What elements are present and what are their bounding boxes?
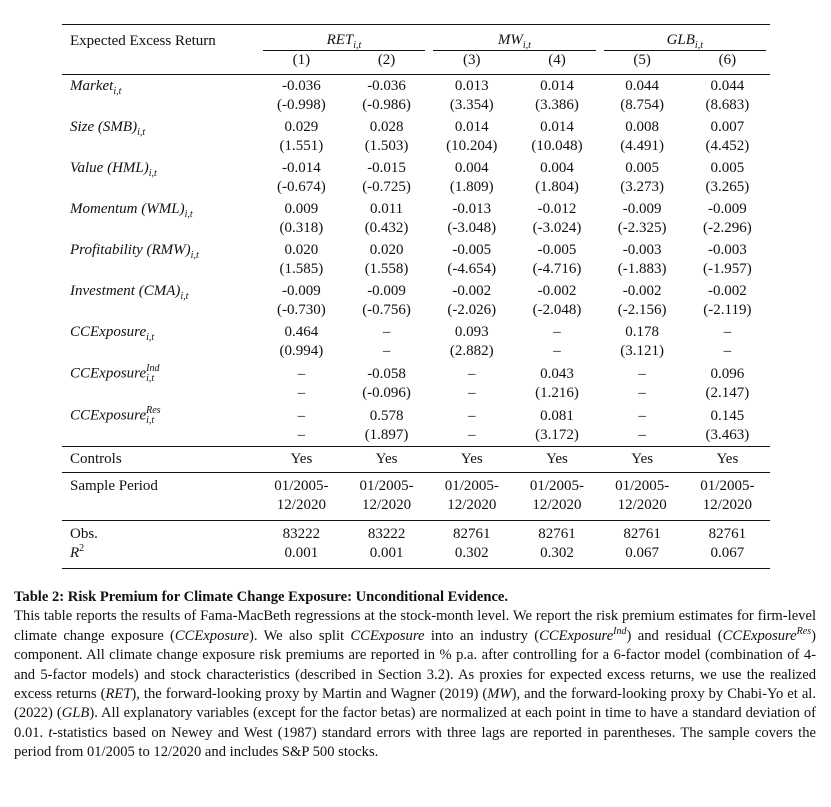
variable-label: CCExposure Ind i,t	[70, 363, 160, 384]
variable-subscript: i,t	[137, 127, 146, 138]
coefficient-value: 0.093	[454, 324, 489, 340]
coefficient-value: -0.014	[281, 160, 321, 176]
sample-period-end: 12/2020	[617, 497, 667, 513]
summary-rows	[62, 447, 770, 569]
coefficient-value: –	[723, 324, 732, 340]
tstat-value: (1.585)	[279, 261, 324, 277]
coefficient-value: 0.178	[625, 324, 660, 340]
column-number: (6)	[718, 52, 737, 68]
variable-label: Profitability $(RMW)_{i,t}$	[70, 242, 199, 261]
coefficient-row	[62, 75, 770, 97]
coefficient-value: –	[468, 365, 476, 382]
tstat-value: (2.882)	[449, 343, 494, 359]
coefficient-value: 0.464	[284, 324, 319, 340]
column-number: (5)	[633, 52, 651, 68]
sample-period-end: 12/2020	[276, 497, 326, 513]
coefficient-value: -0.002	[708, 283, 747, 299]
variable-superscript: Ind	[146, 363, 160, 374]
variable-label: Market$_{i,t}$	[70, 78, 122, 97]
variable-subscript: i,t	[180, 291, 189, 302]
blank-cell	[62, 51, 259, 75]
tstat-value: (3.273)	[620, 179, 665, 195]
tstat-row	[62, 96, 770, 116]
variable-label: Investment $(CMA)_{i,t}$	[70, 283, 189, 302]
tstat-value: –	[468, 427, 476, 443]
coefficient-value: –	[297, 407, 306, 424]
tstat-value: (4.452)	[705, 138, 750, 154]
coefficient-value: -0.003	[708, 242, 747, 258]
tstat-value: –	[297, 427, 306, 443]
table-caption	[14, 588, 816, 763]
coefficient-value: 0.011	[369, 201, 404, 217]
tstat-value: (-3.048)	[447, 220, 497, 236]
coefficient-value: 0.008	[625, 119, 660, 135]
coefficient-value: -0.005	[452, 242, 492, 258]
coefficient-value: -0.036	[367, 78, 406, 94]
controls-value: Yes	[290, 451, 313, 467]
coefficient-value: 0.081	[540, 407, 574, 424]
coefficient-value: –	[297, 365, 306, 382]
tstat-value: (0.432)	[364, 220, 409, 236]
coefficient-value: -0.009	[281, 283, 321, 299]
blank-cell	[62, 384, 259, 404]
obs-value: 83222	[367, 526, 406, 542]
obs-value: 82761	[708, 526, 747, 542]
coefficient-row	[62, 362, 770, 384]
coefficient-value: -0.058	[367, 365, 406, 382]
blank-cell	[62, 96, 259, 116]
blank-cell	[62, 137, 259, 157]
tstat-row	[62, 137, 770, 157]
tstat-row	[62, 301, 770, 321]
r2-value: 0.067	[710, 545, 745, 561]
tstat-row	[62, 384, 770, 404]
tstat-value: –	[297, 385, 306, 401]
tstat-value: (-0.096)	[362, 385, 411, 401]
tstat-value: (-3.024)	[532, 220, 582, 236]
obs-row	[62, 521, 770, 545]
variable-label: CCExposure$_{i,t}$	[70, 324, 155, 343]
row-label-header: Expected Excess Return	[70, 32, 216, 49]
tstat-value: –	[638, 385, 646, 401]
sample-period-end: 12/2020	[532, 497, 582, 513]
variable-label: Size $(SMB)_{i,t}$	[70, 119, 146, 138]
coefficient-value: 0.005	[710, 160, 745, 176]
coefficient-value: 0.029	[284, 119, 319, 135]
controls-label: Controls	[70, 451, 122, 467]
coefficient-value: -0.012	[537, 201, 577, 217]
tstat-value: (3.121)	[620, 343, 665, 359]
coefficient-value: -0.013	[452, 201, 492, 217]
coefficient-row	[62, 116, 770, 137]
coefficient-value: 0.013	[454, 78, 489, 94]
sample-period-start: 01/2005-	[700, 478, 755, 494]
r2-label: $R^2$	[70, 543, 85, 561]
coefficient-value: -0.005	[537, 242, 577, 258]
tstat-value: (-0.998)	[276, 97, 326, 113]
tstat-value: (0.994)	[279, 343, 324, 359]
column-number: (4)	[548, 52, 566, 68]
variable-superscript: Res	[146, 405, 161, 416]
group-header-row	[62, 25, 770, 52]
caption-text: This table reports the results of Fama-MacBeth regressions at the stock-month level. We report the risk premium estimates for firm-level climate change exposure (CCExposure). We also split CCExposure into an industry (CCExposure$^{Ind}$) and residual (CCExposure$^{Res}$) component. All climate change exposure risk premiums are reported in % p.a. after controlling for a 6-factor model (combination of 4- and 5-factor models) and stock characteristics (described in Section 3.2). As proxies for expected excess returns, we use the realized excess returns (RET), the forward-looking proxy by Martin and Wagner (2019) (MW), and the forward-looking proxy by Chabi-Yo et al. (2022) (GLB). All explanatory variables (except for the factor betas) are normalized at each point in time to have a standard deviation of 0.01. t-statistics based on Newey and West (1987) standard errors with three lags are reported in parentheses. The sample covers the period from 01/2005 to 12/2020 and includes S&P 500 stocks.	[14, 608, 816, 761]
regression-table	[62, 24, 770, 569]
tstat-value: –	[553, 343, 561, 359]
coefficient-row	[62, 280, 770, 301]
coefficient-value: -0.009	[367, 283, 406, 299]
r2-value: 0.067	[625, 545, 660, 561]
obs-value: 82761	[453, 526, 491, 542]
obs-value: 83222	[282, 526, 321, 542]
sample-period-start: 01/2005-	[359, 478, 414, 494]
r2-value: 0.001	[284, 545, 319, 561]
coefficient-value: 0.028	[369, 119, 404, 135]
coefficient-row	[62, 321, 770, 342]
sample-period-start: 01/2005-	[444, 478, 499, 494]
tstat-value: (4.491)	[620, 138, 665, 154]
controls-value: Yes	[546, 451, 568, 467]
tstat-value: (3.265)	[705, 179, 750, 195]
coefficient-value: 0.009	[284, 201, 319, 217]
coefficient-value: -0.009	[622, 201, 662, 217]
controls-value: Yes	[716, 451, 739, 467]
variable-subscript: i,t	[113, 86, 122, 97]
coefficient-row	[62, 239, 770, 260]
coefficient-value: –	[382, 324, 391, 340]
coefficient-value: 0.020	[284, 242, 319, 258]
blank-cell	[62, 178, 259, 198]
coefficient-value: -0.009	[708, 201, 747, 217]
sample-period-start: 01/2005-	[529, 478, 585, 494]
tstat-value: (1.216)	[535, 385, 579, 401]
controls-row	[62, 447, 770, 473]
coefficient-value: 0.005	[625, 160, 660, 176]
r2-row	[62, 544, 770, 569]
coefficient-value: 0.578	[369, 407, 404, 424]
coefficient-row	[62, 198, 770, 219]
tstat-value: (2.147)	[705, 385, 750, 401]
tstat-value: (-0.756)	[362, 302, 411, 318]
tstat-row	[62, 260, 770, 280]
tstat-value: (3.386)	[535, 97, 579, 113]
coefficient-value: -0.002	[622, 283, 662, 299]
coefficient-value: 0.044	[710, 78, 745, 94]
column-number: (1)	[292, 52, 311, 68]
tstat-row	[62, 342, 770, 362]
blank-cell	[62, 342, 259, 362]
coefficient-row	[62, 157, 770, 178]
tstat-value: (-1.883)	[617, 261, 667, 277]
sample-period-end: 12/2020	[447, 497, 497, 513]
coefficient-value: –	[638, 365, 646, 382]
sample-period-row	[62, 473, 770, 497]
sample-period-label: Sample Period	[70, 478, 158, 494]
tstat-value: (-0.725)	[362, 179, 411, 195]
obs-label: Obs.	[70, 526, 98, 542]
coefficient-value: -0.002	[452, 283, 492, 299]
variable-subscript: i,t	[146, 415, 155, 426]
coefficient-rows	[62, 75, 770, 447]
tstat-value: (-0.730)	[276, 302, 326, 318]
sample-period-end: 12/2020	[702, 497, 752, 513]
tstat-row	[62, 219, 770, 239]
regression-table-container	[62, 24, 770, 569]
variable-subscript: i,t	[146, 332, 155, 343]
obs-value: 82761	[623, 526, 661, 542]
coefficient-value: –	[468, 407, 476, 424]
coefficient-value: 0.145	[710, 407, 745, 424]
tstat-value: (10.204)	[446, 138, 498, 154]
variable-label: CCExposure Res i,t	[70, 405, 161, 426]
tstat-row	[62, 178, 770, 198]
tstat-value: –	[638, 427, 646, 443]
tstat-row	[62, 426, 770, 447]
tstat-value: (-4.716)	[532, 261, 582, 277]
blank-cell	[62, 260, 259, 280]
blank-cell	[62, 219, 259, 239]
tstat-value: (1.558)	[364, 261, 409, 277]
tstat-value: –	[468, 385, 476, 401]
coefficient-value: 0.014	[454, 119, 489, 135]
controls-value: Yes	[460, 451, 483, 467]
coefficient-value: -0.036	[281, 78, 321, 94]
controls-value: Yes	[375, 451, 398, 467]
tstat-value: (-2.048)	[532, 302, 582, 318]
coefficient-value: 0.004	[540, 160, 574, 176]
coefficient-value: -0.003	[622, 242, 662, 258]
coefficient-value: 0.044	[625, 78, 660, 94]
tstat-value: (-2.156)	[617, 302, 667, 318]
tstat-value: (-1.957)	[703, 261, 752, 277]
coefficient-value: 0.096	[710, 365, 745, 382]
tstat-value: (-2.119)	[703, 302, 752, 318]
tstat-value: (-2.296)	[703, 220, 752, 236]
variable-label: Momentum $(WML)_{i,t}$	[70, 201, 193, 220]
tstat-value: (10.048)	[531, 138, 583, 154]
r2-value: 0.001	[369, 545, 404, 561]
tstat-value: (8.683)	[705, 97, 750, 113]
tstat-value: (3.354)	[449, 97, 494, 113]
controls-value: Yes	[631, 451, 654, 467]
coefficient-value: –	[638, 407, 646, 424]
coefficient-row	[62, 404, 770, 426]
coefficient-value: 0.007	[710, 119, 745, 135]
group-header-ret: $RET_{i,t}$	[259, 25, 429, 52]
coefficient-value: 0.014	[540, 119, 574, 135]
blank-cell	[62, 496, 259, 521]
variable-label: Value $(HML)_{i,t}$	[70, 160, 157, 179]
tstat-value: (8.754)	[620, 97, 665, 113]
variable-subscript: i,t	[184, 209, 193, 220]
tstat-value: (3.172)	[535, 427, 579, 443]
tstat-value: (-0.674)	[276, 179, 326, 195]
variable-subscript: i,t	[146, 373, 155, 384]
coefficient-value: 0.043	[540, 365, 574, 382]
tstat-value: (1.503)	[364, 138, 409, 154]
tstat-value: (1.809)	[449, 179, 494, 195]
coefficient-value: 0.014	[540, 78, 574, 94]
tstat-value: (1.551)	[279, 138, 324, 154]
column-number: (2)	[377, 52, 396, 68]
blank-cell	[62, 426, 259, 447]
sample-period-start: 01/2005-	[274, 478, 329, 494]
sample-period-end: 12/2020	[361, 497, 412, 513]
tstat-value: (-0.986)	[362, 97, 411, 113]
tstat-value: (0.318)	[279, 220, 324, 236]
column-number-row	[62, 51, 770, 75]
r2-value: 0.302	[540, 545, 574, 561]
coefficient-value: -0.015	[367, 160, 406, 176]
caption-title: Table 2: Risk Premium for Climate Change Exposure: Unconditional Evidence.	[14, 589, 509, 605]
variable-subscript: i,t	[148, 168, 157, 179]
coefficient-value: 0.020	[369, 242, 404, 258]
blank-cell	[62, 301, 259, 321]
tstat-value: –	[382, 343, 391, 359]
group-header-glb: $GLB_{i,t}$	[600, 25, 770, 52]
tstat-value: –	[723, 343, 732, 359]
coefficient-value: -0.002	[537, 283, 577, 299]
tstat-value: (1.804)	[535, 179, 579, 195]
variable-subscript: i,t	[190, 250, 199, 261]
column-number: (3)	[463, 52, 481, 68]
coefficient-value: 0.004	[454, 160, 489, 176]
tstat-value: (-2.026)	[447, 302, 497, 318]
obs-value: 82761	[538, 526, 576, 542]
sample-period-row-2	[62, 496, 770, 521]
tstat-value: (-2.325)	[617, 220, 667, 236]
tstat-value: (3.463)	[705, 427, 750, 443]
tstat-value: (1.897)	[364, 427, 409, 443]
tstat-value: (-4.654)	[447, 261, 497, 277]
coefficient-value: –	[553, 324, 561, 340]
sample-period-start: 01/2005-	[615, 478, 670, 494]
r2-value: 0.302	[454, 545, 489, 561]
group-header-mw: $MW_{i,t}$	[429, 25, 599, 52]
